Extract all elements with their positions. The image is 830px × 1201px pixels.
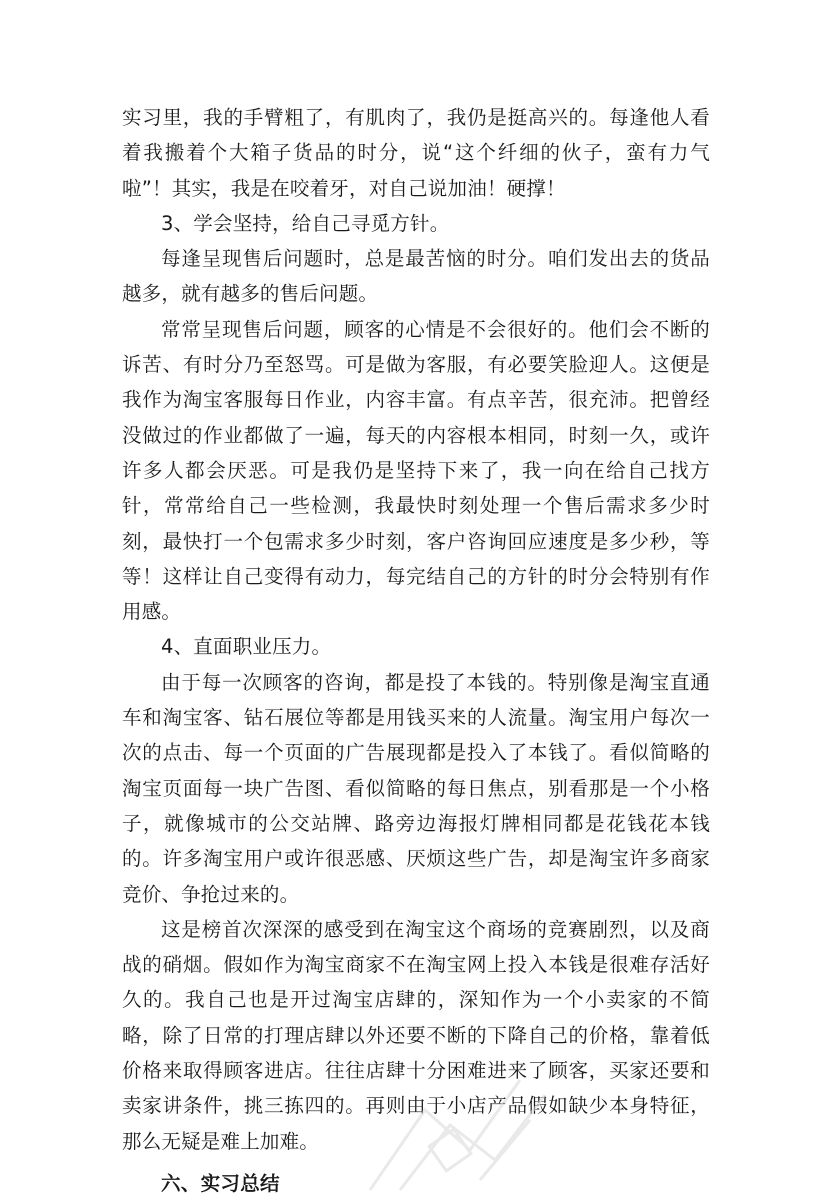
document-body [122,100,710,1201]
subheading-3: 3、学会坚持，给自己寻觅方针。 [161,211,450,235]
paragraph-1: 实习里，我的手臂粗了，有肌肉了，我仍是挺高兴的。每逢他人看着我搬着个大箱子货品的时分，说“这个纤细的伙子，蛮有力气啦”！其实，我是在咬着牙，对自己说加油！硬撑！ [122,106,710,200]
paragraph-2: 每逢呈现售后问题时，总是最苦恼的时分。咱们发出去的货品越多，就有越多的售后问题。 [122,247,710,306]
subheading-4: 4、直面职业压力。 [161,635,332,659]
section-heading: 六、实习总结 [161,1171,280,1195]
paragraph-5: 这是榜首次深深的感受到在淘宝这个商场的竞赛剧烈，以及商战的硝烟。假如作为淘宝商家不在淘宝网上投入本钱是很难存活好久的。我自己也是开过淘宝店肆的，深知作为一个小卖家的不简略，除了日常的打理店肆以外还要不断的下降自己的价格，靠着低价格来取得顾客进店。往往店肆十分困难进来了顾客，买家还要和卖家讲条件，挑三拣四的。再则由于小店产品假如缺少本身特征，那么无疑是难上加难。 [122,917,710,1153]
paragraph-4: 由于每一次顾客的咨询，都是投了本钱的。特别像是淘宝直通车和淘宝客、钻石展位等都是用钱买来的人流量。淘宝用户每次一次的点击、每一个页面的广告展现都是投入了本钱了。看似简略的淘宝页面每一块广告图、看似简略的每日焦点，别看那是一个小格子，就像城市的公交站牌、路旁边海报灯牌相同都是花钱花本钱的。许多淘宝用户或许很恶感、厌烦这些广告，却是淘宝许多商家竞价、争抢过来的。 [122,670,710,906]
paragraph-3: 常常呈现售后问题，顾客的心情是不会很好的。他们会不断的诉苦、有时分乃至怒骂。可是做为客服，有必要笑脸迎人。这便是我作为淘宝客服每日作业，内容丰富。有点辛苦，很充沛。把曾经没做过的作业都做了一遍，每天的内容根本相同，时刻一久，或许许多人都会厌恶。可是我仍是坚持下来了，我一向在给自己找方针，常常给自己一些检测，我最快时刻处理一个售后需求多少时刻，最快打一个包需求多少时刻，客户咨询回应速度是多少秒，等等！这样让自己变得有动力，每完结自己的方针的时分会特别有作用感。 [122,317,710,624]
